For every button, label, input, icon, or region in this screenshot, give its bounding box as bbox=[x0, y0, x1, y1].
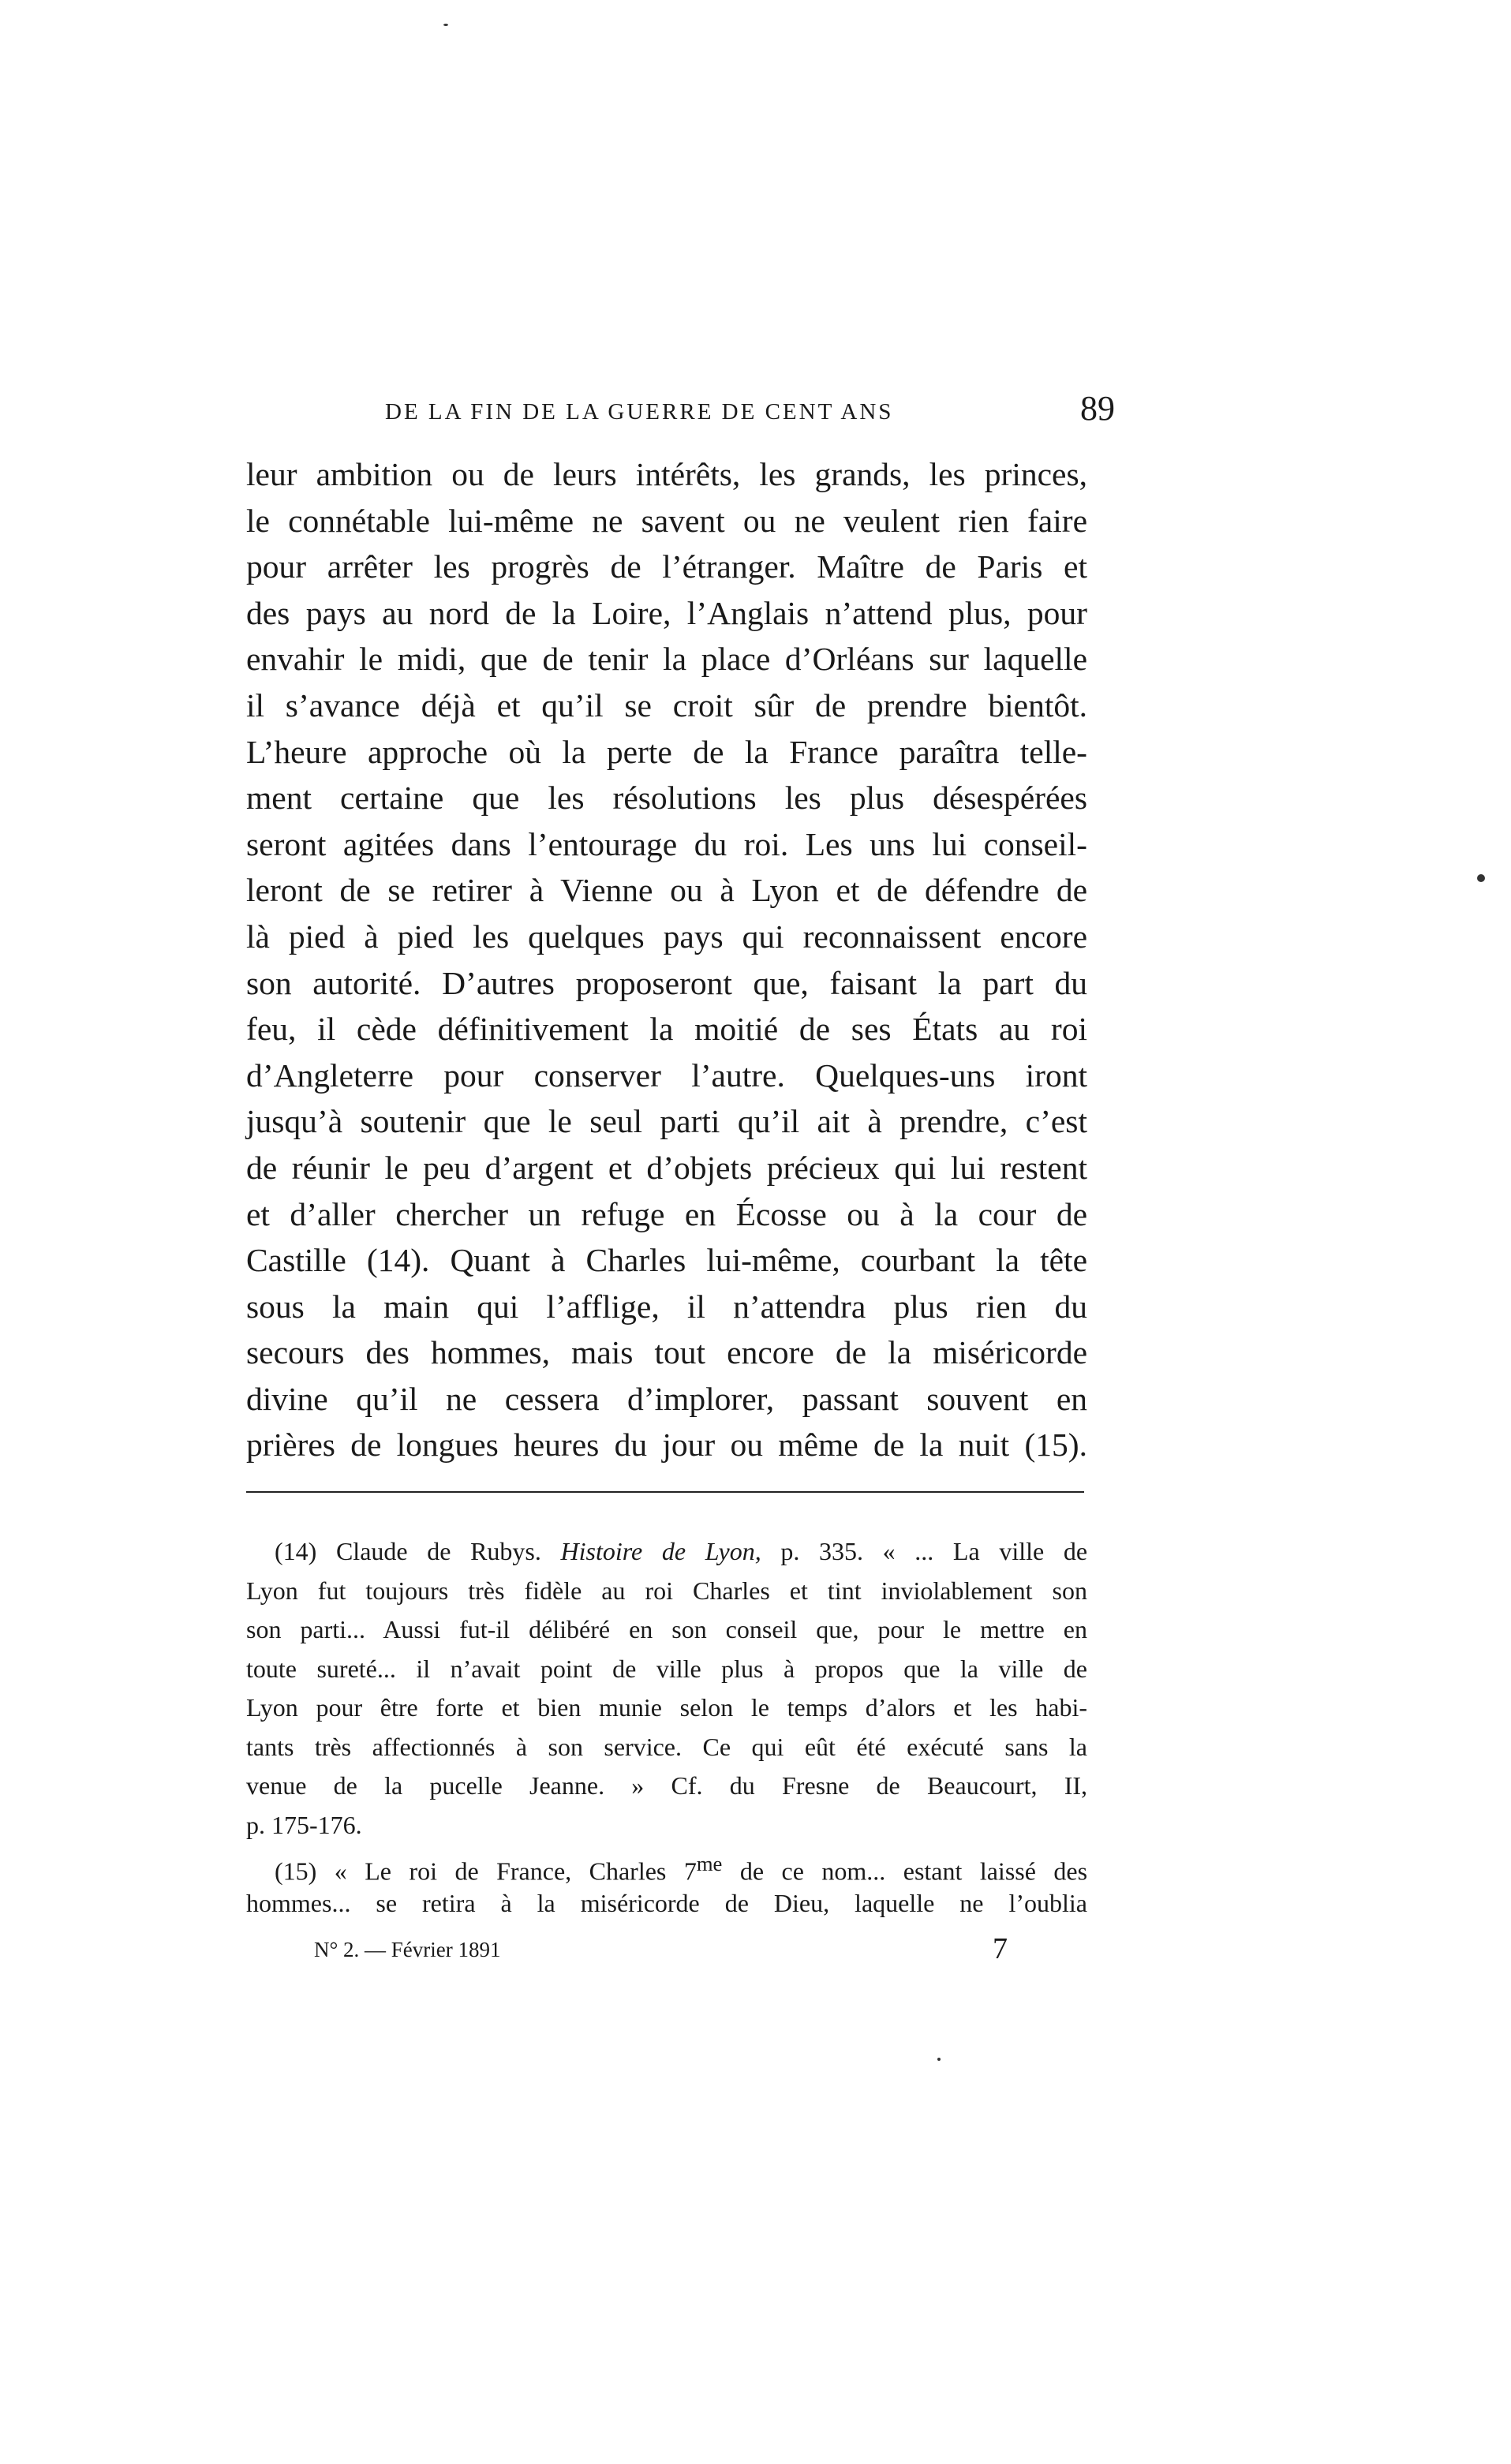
footnote-15-marker: (15) bbox=[275, 1856, 317, 1886]
footnote-line: venue de la pucelle Jeanne. » Cf. du Fresne de Beaucourt, II, bbox=[246, 1771, 1087, 1800]
body-line: d’Angleterre pour conserver l’autre. Quelques-uns iront bbox=[246, 1056, 1087, 1094]
sheet-number: 7 bbox=[993, 1932, 1008, 1965]
footnote-line: p. 175-176. bbox=[246, 1810, 362, 1839]
footnote-15-text-end: de ce nom... estant laissé des bbox=[739, 1856, 1088, 1886]
body-line: L’heure approche où la perte de la France paraîtra telle- bbox=[246, 733, 1087, 770]
body-line: prières de longues heures du jour ou même de la nuit (15). bbox=[246, 1426, 1087, 1464]
footnote-line: Lyon fut toujours très fidèle au roi Charles et tint inviolablement son bbox=[246, 1576, 1087, 1605]
running-title: DE LA FIN DE LA GUERRE DE CENT ANS bbox=[385, 399, 894, 424]
footnote-14-first-line bbox=[246, 1532, 1087, 1572]
footnote-14-work-title: Histoire de Lyon, bbox=[560, 1537, 761, 1565]
printer-signature bbox=[314, 1931, 1024, 1971]
running-head bbox=[385, 388, 1115, 436]
body-line: secours des hommes, mais tout encore de la miséricorde bbox=[246, 1334, 1087, 1371]
body-line: il s’avance déjà et qu’il se croit sûr de prendre bientôt. bbox=[246, 686, 1087, 723]
footnote-line: toute sureté... il n’avait point de ville plus à propos que la ville de bbox=[246, 1654, 1087, 1683]
issue-date: N° 2. — Février 1891 bbox=[314, 1938, 501, 1961]
footnote-15-first-line bbox=[246, 1845, 1087, 1884]
page-number: 89 bbox=[1080, 389, 1115, 428]
body-line: divine qu’il ne cessera d’implorer, passant souvent en bbox=[246, 1380, 1087, 1417]
footnote-line: son parti... Aussi fut-il délibéré en son conseil que, pour le mettre en bbox=[246, 1615, 1087, 1643]
footnote-line: Lyon pour être forte et bien munie selon le temps d’alors et les habi- bbox=[246, 1693, 1087, 1722]
body-text bbox=[246, 451, 1087, 1468]
footnote-line: hommes... se retira à la miséricorde de Dieu, laquelle ne l’oublia bbox=[246, 1888, 1087, 1917]
footnote-14-text: p. 335. « ... La ville de bbox=[780, 1537, 1088, 1565]
print-speck bbox=[937, 2058, 941, 2061]
footnote-15-text-start: « Le roi de France, Charles 7 bbox=[334, 1856, 697, 1886]
body-line: envahir le midi, que de tenir la place d’Orléans sur laquelle bbox=[246, 641, 1087, 678]
body-line: le connétable lui-même ne savent ou ne veulent rien faire bbox=[246, 502, 1087, 539]
body-line: ment certaine que les résolutions les plus désespérées bbox=[246, 780, 1087, 817]
footnote-15-superscript: me bbox=[696, 1852, 723, 1875]
print-speck bbox=[443, 24, 448, 26]
body-line: son autorité. D’autres proposeront que, faisant la part du bbox=[246, 964, 1087, 1001]
body-line: seront agitées dans l’entourage du roi. Les uns lui conseil- bbox=[246, 825, 1087, 862]
body-line: là pied à pied les quelques pays qui reconnaissent encore bbox=[246, 918, 1087, 955]
footnotes bbox=[246, 1532, 1087, 1923]
footnote-14-author: Claude de Rubys. bbox=[335, 1537, 541, 1565]
body-line: leur ambition ou de leurs intérêts, les grands, les princes, bbox=[246, 456, 1087, 492]
body-line: sous la main qui l’afflige, il n’attendra plus rien du bbox=[246, 1288, 1087, 1325]
body-line: leront de se retirer à Vienne ou à Lyon et de défendre de bbox=[246, 872, 1087, 909]
body-line: pour arrêter les progrès de l’étranger. Maître de Paris et bbox=[246, 548, 1087, 585]
body-line: Castille (14). Quant à Charles lui-même, courbant la tête bbox=[246, 1242, 1087, 1279]
body-line: et d’aller chercher un refuge en Écosse ou à la cour de bbox=[246, 1195, 1087, 1232]
footnote-line: tants très affectionnés à son service. Ce qui eût été exécuté sans la bbox=[246, 1732, 1087, 1761]
footnote-14-marker: (14) bbox=[275, 1537, 317, 1565]
body-line: jusqu’à soutenir que le seul parti qu’il ait à prendre, c’est bbox=[246, 1103, 1087, 1140]
footnote-rule bbox=[246, 1491, 1084, 1493]
body-line: feu, il cède définitivement la moitié de ses États au roi bbox=[246, 1011, 1087, 1048]
print-speck bbox=[1477, 874, 1485, 882]
body-line: des pays au nord de la Loire, l’Anglais n’attend plus, pour bbox=[246, 594, 1087, 631]
body-line: de réunir le peu d’argent et d’objets précieux qui lui restent bbox=[246, 1149, 1087, 1186]
